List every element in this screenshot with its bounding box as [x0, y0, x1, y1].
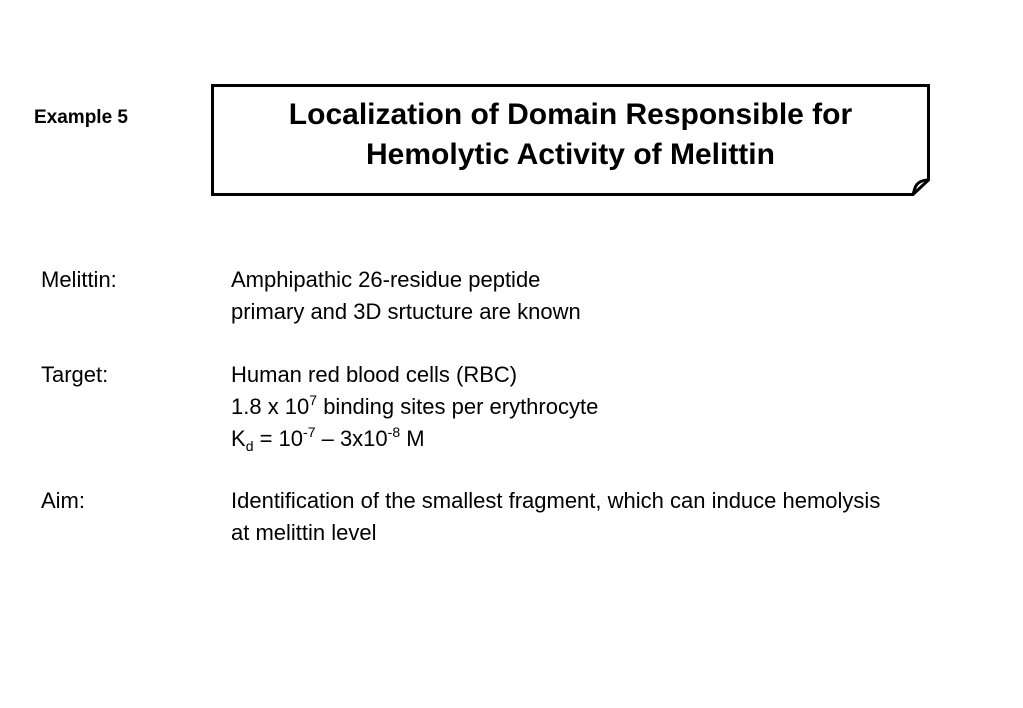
melittin-label: Melittin:: [41, 267, 117, 292]
page-title: [211, 95, 930, 175]
target-label: Target:: [41, 362, 109, 387]
kd-equals: = 10: [253, 426, 304, 451]
melittin-line-2: primary and 3D srtucture are known: [231, 299, 581, 324]
aim-label: Aim:: [41, 488, 85, 513]
melittin-line-1: Amphipathic 26-residue peptide: [231, 267, 541, 292]
title-box: [211, 84, 930, 196]
page-title-line-2: Hemolytic Activity of Melittin: [366, 138, 775, 171]
kd-exponent-2: -8: [387, 424, 401, 440]
melittin-details: [231, 264, 581, 328]
target-line-1: Human red blood cells (RBC): [231, 362, 518, 387]
kd-subscript: d: [245, 438, 254, 454]
aim-line-2: at melittin level: [231, 520, 377, 545]
kd-unit: M: [400, 426, 425, 451]
example-label: Example 5: [34, 107, 128, 128]
kd-symbol: K: [231, 426, 246, 451]
binding-sites-base: 1.8 x 10: [231, 394, 310, 419]
target-line-3: [231, 423, 598, 455]
binding-sites-text: binding sites per erythrocyte: [317, 394, 599, 419]
kd-exponent-1: -7: [303, 424, 316, 440]
target-line-2: [231, 391, 598, 423]
target-details: [231, 359, 598, 455]
page-title-line-1: Localization of Domain Responsible for: [288, 98, 853, 131]
aim-line-1: Identification of the smallest fragment, which can induce hemolysis: [231, 488, 881, 513]
kd-range-mid: – 3x10: [315, 426, 388, 451]
binding-sites-exponent: 7: [309, 392, 318, 408]
aim-details: [231, 485, 880, 549]
